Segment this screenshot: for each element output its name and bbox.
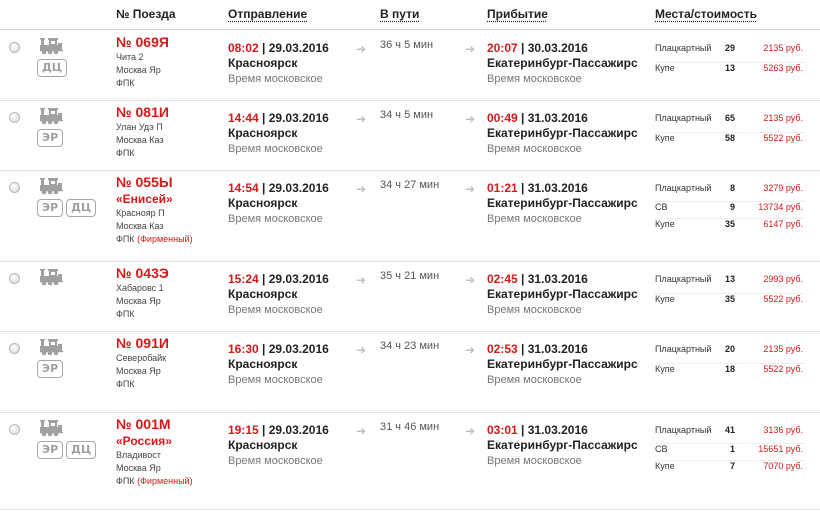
service-tag: ДЦ [37,59,67,77]
route-to: Москва Яр [116,296,161,306]
departure-city: Красноярск [228,56,298,70]
seats-price-list [655,43,805,81]
arrow-right-icon: ➜ [356,343,367,357]
seat-option[interactable] [655,201,805,219]
locomotive-icon [40,178,63,195]
travel-duration: 34 ч 23 мин [380,340,440,352]
departure-timezone: Время московское [228,213,323,225]
departure-timezone: Время московское [228,304,323,316]
carrier [116,475,221,488]
arrival-info [487,181,647,226]
seat-count: 9 [729,201,735,212]
seat-type: Плацкартный [655,344,712,354]
service-tag: ЭР [37,129,63,147]
seat-type: СВ [655,443,668,454]
train-name: «Енисей» [116,192,173,206]
departure-time: 14:54 [228,181,259,195]
table-header [0,0,820,30]
route-from: Северобайк [116,353,167,363]
arrow-right-icon: ➜ [465,343,476,357]
seat-price: 2993 руб. [763,274,803,284]
arrival-timezone: Время московское [487,213,582,225]
route-from: Владивост [116,450,161,460]
route-to: Москва Каз [116,221,164,231]
seat-option[interactable] [655,274,805,293]
departure-date-sep: | [258,111,269,125]
seat-price: 6147 руб. [763,219,803,229]
arrival-date: 31.03.2016 [527,342,588,356]
departure-city: Красноярск [228,357,298,371]
departure-date: 29.03.2016 [268,342,329,356]
departure-timezone: Время московское [228,374,323,386]
header-train-number: № Поезда [116,7,176,21]
arrival-info [487,342,647,387]
seat-option[interactable] [655,218,805,236]
seat-count: 8 [729,183,735,193]
departure-city: Красноярск [228,196,298,210]
seat-price: 5522 руб. [763,133,803,143]
seat-count: 41 [724,425,735,435]
arrival-city: Екатеринбург-Пассажирс [487,438,638,452]
departure-date-sep: | [258,41,269,55]
train-info [116,174,221,246]
train-number[interactable]: № 081И [116,104,169,120]
train-row[interactable] [0,262,820,332]
arrow-right-icon: ➜ [356,182,367,196]
arrival-timezone: Время московское [487,143,582,155]
seat-count: 18 [724,364,735,374]
seat-price: 2135 руб. [763,344,803,354]
arrival-time: 00:49 [487,111,518,125]
seat-price: 7070 руб. [763,461,803,471]
select-radio[interactable] [9,182,20,193]
departure-time: 19:15 [228,423,259,437]
select-radio[interactable] [9,42,20,53]
carrier [116,147,221,160]
arrival-date-sep: | [517,272,528,286]
carrier [116,77,221,90]
departure-timezone: Время московское [228,143,323,155]
departure-date: 29.03.2016 [268,272,329,286]
seat-price: 3279 руб. [763,183,803,193]
travel-duration: 34 ч 27 мин [380,179,440,191]
seat-count: 20 [724,344,735,354]
train-info [116,34,221,90]
service-tag: ЭР [37,441,63,459]
train-number[interactable]: № 043Э [116,265,169,281]
seat-type: Купе [655,294,675,304]
departure-timezone: Время московское [228,73,323,85]
departure-time: 16:30 [228,342,259,356]
train-info [116,335,221,391]
seat-type: Плацкартный [655,274,712,284]
train-row[interactable] [0,413,820,510]
locomotive-icon [40,269,63,286]
departure-city: Красноярск [228,438,298,452]
locomotive-icon [40,420,63,437]
arrow-right-icon: ➜ [465,273,476,287]
arrival-info [487,423,647,468]
route-to: Москва Яр [116,65,161,75]
departure-info [228,41,368,86]
carrier-name: ФПК [116,476,135,486]
brand-label: (Фирменный) [137,476,193,486]
carrier [116,378,221,391]
arrival-city: Екатеринбург-Пассажирс [487,357,638,371]
seat-price: 5522 руб. [763,364,803,374]
seat-price: 5522 руб. [763,294,803,304]
seat-price: 13734 руб. [758,201,803,212]
seats-price-list [655,425,805,478]
service-tag: ДЦ [66,199,96,217]
seats-price-list [655,274,805,312]
seat-price: 2135 руб. [763,113,803,123]
arrival-city: Екатеринбург-Пассажирс [487,287,638,301]
arrival-date: 30.03.2016 [527,41,588,55]
arrival-date-sep: | [517,423,528,437]
route-to: Москва Яр [116,463,161,473]
seat-option[interactable] [655,62,805,81]
departure-info [228,423,368,468]
route-to: Москва Каз [116,135,164,145]
departure-city: Красноярск [228,287,298,301]
seat-type: Плацкартный [655,113,712,123]
arrow-right-icon: ➜ [356,112,367,126]
route-from: Улан Удэ П [116,122,163,132]
seat-count: 7 [729,461,735,471]
departure-date: 29.03.2016 [268,423,329,437]
arrival-time: 20:07 [487,41,518,55]
seat-count: 13 [724,274,735,284]
departure-date-sep: | [258,181,269,195]
seat-type: Купе [655,63,675,73]
arrival-date-sep: | [517,111,528,125]
seat-count: 13 [724,63,735,73]
seat-option[interactable] [655,344,805,363]
select-radio[interactable] [9,343,20,354]
select-radio[interactable] [9,273,20,284]
carrier [116,233,221,246]
seat-count: 1 [729,443,735,454]
train-info [116,416,221,488]
travel-duration: 36 ч 5 мин [380,39,434,51]
carrier-name: ФПК [116,234,135,244]
seat-option[interactable] [655,443,805,461]
arrow-right-icon: ➜ [356,273,367,287]
arrival-info [487,111,647,156]
service-tags [37,59,67,77]
departure-date-sep: | [258,272,269,286]
train-row[interactable] [0,332,820,413]
arrival-timezone: Время московское [487,304,582,316]
arrival-date: 31.03.2016 [527,272,588,286]
seat-price: 15651 руб. [758,443,803,454]
header-on-way[interactable]: В пути [380,7,420,21]
arrival-timezone: Время московское [487,73,582,85]
carrier-name: ФПК [116,309,135,319]
arrival-timezone: Время московское [487,374,582,386]
departure-time: 15:24 [228,272,259,286]
locomotive-icon [40,108,63,125]
train-number[interactable]: № 001М [116,416,171,432]
seat-type: Купе [655,364,675,374]
departure-date: 29.03.2016 [268,111,329,125]
route-from: Краснояр П [116,208,165,218]
select-radio[interactable] [9,424,20,435]
arrival-date: 31.03.2016 [527,423,588,437]
seat-price: 2135 руб. [763,43,803,53]
seat-count: 29 [724,43,735,53]
seat-count: 35 [724,294,735,304]
train-number[interactable]: № 091И [116,335,169,351]
travel-duration: 31 ч 46 мин [380,421,440,433]
departure-time: 08:02 [228,41,259,55]
seat-type: Плацкартный [655,43,712,53]
carrier-name: ФПК [116,379,135,389]
departure-city: Красноярск [228,126,298,140]
departure-date: 29.03.2016 [268,41,329,55]
train-row[interactable] [0,101,820,171]
arrival-time: 02:45 [487,272,518,286]
departure-info [228,342,368,387]
locomotive-icon [40,38,63,55]
seat-option[interactable] [655,425,805,443]
arrival-date-sep: | [517,342,528,356]
seat-option[interactable] [655,43,805,62]
locomotive-icon [40,339,63,356]
route-to: Москва Яр [116,366,161,376]
arrival-city: Екатеринбург-Пассажирс [487,56,638,70]
header-seats-price[interactable]: Места/стоимость [655,7,757,21]
service-tag: ЭР [37,360,63,378]
seat-count: 65 [724,113,735,123]
arrival-time: 03:01 [487,423,518,437]
train-number[interactable]: № 055Ы [116,174,173,190]
arrow-right-icon: ➜ [465,182,476,196]
departure-info [228,272,368,317]
seat-option[interactable] [655,293,805,312]
carrier-name: ФПК [116,148,135,158]
seat-type: Купе [655,133,675,143]
seat-count: 58 [724,133,735,143]
seat-price: 5263 руб. [763,63,803,73]
arrow-right-icon: ➜ [465,112,476,126]
seat-option[interactable] [655,460,805,478]
seat-type: СВ [655,201,668,212]
arrival-date-sep: | [517,41,528,55]
seat-type: Плацкартный [655,183,712,193]
carrier-name: ФПК [116,78,135,88]
seats-price-list [655,344,805,382]
arrival-city: Екатеринбург-Пассажирс [487,196,638,210]
header-arrival[interactable]: Прибытие [487,7,548,21]
arrival-info [487,272,647,317]
arrival-time: 02:53 [487,342,518,356]
service-tags [37,360,63,378]
travel-duration: 35 ч 21 мин [380,270,440,282]
train-info [116,104,221,160]
departure-info [228,111,368,156]
arrival-info [487,41,647,86]
departure-date-sep: | [258,342,269,356]
departure-timezone: Время московское [228,455,323,467]
seat-option[interactable] [655,183,805,201]
train-row[interactable] [0,31,820,101]
departure-info [228,181,368,226]
arrival-date: 31.03.2016 [527,111,588,125]
seat-price: 3136 руб. [763,425,803,435]
arrow-right-icon: ➜ [356,42,367,56]
arrival-city: Екатеринбург-Пассажирс [487,126,638,140]
arrival-timezone: Время московское [487,455,582,467]
service-tag: ЭР [37,199,63,217]
train-name: «Россия» [116,434,172,448]
carrier [116,308,221,321]
service-tags [37,199,96,217]
brand-label: (Фирменный) [137,234,193,244]
service-tags [37,441,96,459]
travel-duration: 34 ч 5 мин [380,109,434,121]
train-row[interactable] [0,171,820,262]
departure-time: 14:44 [228,111,259,125]
seats-price-list [655,113,805,151]
seat-count: 35 [724,219,735,229]
service-tag: ДЦ [66,441,96,459]
service-tags [37,129,63,147]
train-info [116,265,221,321]
route-from: Чита 2 [116,52,144,62]
seat-option[interactable] [655,363,805,382]
route-from: Хабаровс 1 [116,283,164,293]
seats-price-list [655,183,805,236]
arrival-date-sep: | [517,181,528,195]
train-number[interactable]: № 069Я [116,34,169,50]
seat-type: Купе [655,461,675,471]
arrow-right-icon: ➜ [465,424,476,438]
header-departure[interactable]: Отправление [228,7,308,21]
seat-type: Плацкартный [655,425,712,435]
arrow-right-icon: ➜ [356,424,367,438]
seat-option[interactable] [655,132,805,151]
departure-date-sep: | [258,423,269,437]
seat-option[interactable] [655,113,805,132]
arrival-time: 01:21 [487,181,518,195]
select-radio[interactable] [9,112,20,123]
arrival-date: 31.03.2016 [527,181,588,195]
seat-type: Купе [655,219,675,229]
departure-date: 29.03.2016 [268,181,329,195]
arrow-right-icon: ➜ [465,42,476,56]
